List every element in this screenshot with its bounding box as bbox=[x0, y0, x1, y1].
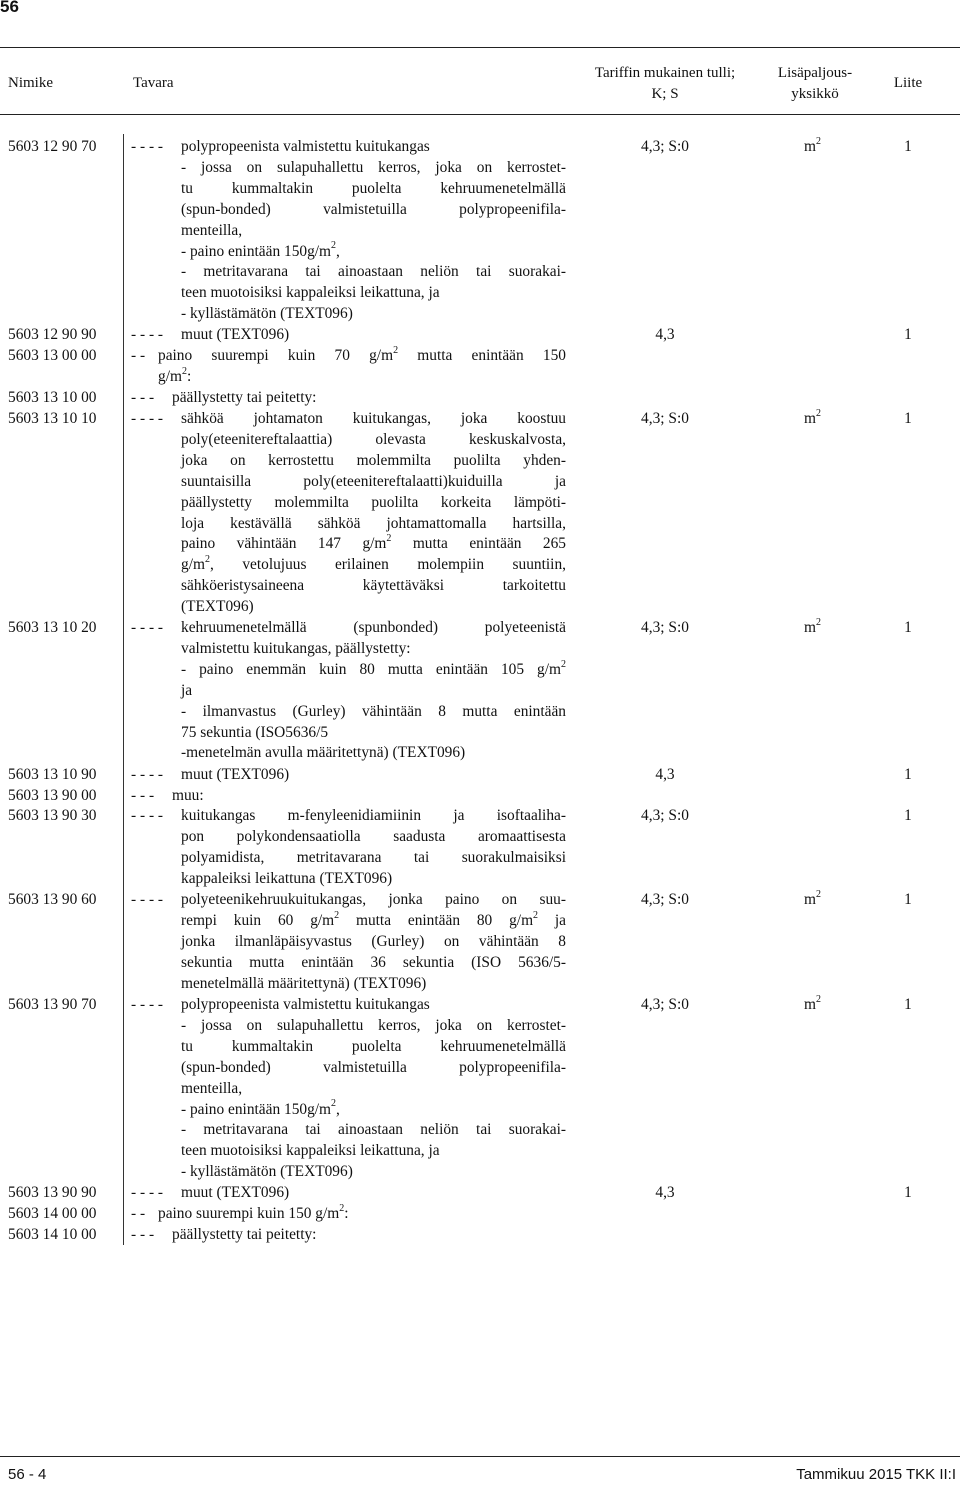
description-line: polypropeenista valmistettu kuitukangas bbox=[181, 996, 430, 1013]
description-line: kappaleiksi leikattuna (TEXT096) bbox=[181, 869, 393, 887]
tariff-code: 5603 14 10 00 bbox=[8, 1226, 97, 1243]
indent-dashes: - - - - bbox=[131, 891, 164, 908]
table-row bbox=[0, 765, 960, 786]
indent-dashes: - - bbox=[131, 1205, 146, 1222]
description-line: polypropeenista valmistettu kuitukangas bbox=[181, 138, 430, 155]
tariff-code: 5603 13 90 30 bbox=[8, 807, 97, 824]
tariff-code: 5603 13 90 00 bbox=[8, 787, 97, 804]
duty-rate: 4,3; S:0 bbox=[641, 891, 689, 908]
supplementary-unit: $m^2$ bbox=[804, 888, 821, 908]
annex-number: 1 bbox=[904, 326, 912, 343]
goods-description bbox=[181, 325, 566, 346]
duty-rate: 4,3 bbox=[655, 1184, 675, 1201]
description-line: paino suurempi kuin 150 $g/m^2$: bbox=[158, 1202, 349, 1222]
table-row bbox=[0, 786, 960, 807]
description-line: joka on kerrostettu molemmilta puolilta yhden- bbox=[181, 451, 566, 469]
goods-description bbox=[172, 1225, 566, 1246]
footer-rule bbox=[0, 1456, 960, 1457]
description-line: valmistettu kuitukangas, päällystetty: bbox=[181, 639, 411, 657]
description-line: $g/m^2$: bbox=[158, 365, 192, 385]
tariff-code: 5603 13 90 60 bbox=[8, 891, 97, 908]
description-line: - paino enintään $150g/m^2$, bbox=[181, 1098, 340, 1118]
description-line: - paino enemmän kuin 80 mutta enintään 105 $g/m^2$ bbox=[181, 658, 566, 678]
description-line: menetelmällä määritettynä) (TEXT096) bbox=[181, 974, 427, 992]
indent-dashes: - - - - bbox=[131, 410, 164, 427]
description-line: $g/m^2$, vetolujuus erilainen molempiin suuntiin, bbox=[181, 554, 566, 574]
description-line: tu kummaltakin puolelta kehruumenetelmällä bbox=[181, 179, 566, 197]
description-line: (TEXT096) bbox=[181, 598, 254, 616]
footer-left: 56 - 4 bbox=[8, 1466, 47, 1483]
description-line: menteilla, bbox=[181, 1079, 243, 1097]
annex-number: 1 bbox=[904, 766, 912, 783]
table-row bbox=[0, 890, 960, 995]
indent-dashes: - - - bbox=[131, 787, 155, 804]
indent-dashes: - - - - bbox=[131, 807, 164, 824]
annex-number: 1 bbox=[904, 807, 912, 824]
header-col-duty bbox=[560, 63, 770, 105]
header-col-goods: Tavara bbox=[133, 75, 174, 91]
description-line: - jossa on sulapuhallettu kerros, joka on kerrostet- bbox=[181, 1016, 566, 1034]
indent-dashes: - - - - bbox=[131, 326, 164, 343]
description-line: - metritavarana tai ainoastaan neliön tai suorakai- bbox=[181, 1121, 566, 1139]
description-line: 75 sekuntia (ISO5636/5 bbox=[181, 723, 329, 741]
indent-dashes: - - - - bbox=[131, 766, 164, 783]
table-row bbox=[0, 806, 960, 890]
table-row bbox=[0, 1225, 960, 1246]
description-line: muut (TEXT096) bbox=[181, 766, 290, 783]
description-line: rempi kuin 60 $g/m^2$ mutta enintään 80 $g/m^2$ ja bbox=[181, 909, 566, 929]
tariff-code: 5603 13 10 10 bbox=[8, 410, 97, 427]
page-number: 56 bbox=[0, 0, 19, 16]
tariff-code: 5603 12 90 70 bbox=[8, 138, 97, 155]
description-line: menteilla, bbox=[181, 221, 243, 239]
tariff-code: 5603 13 10 00 bbox=[8, 389, 97, 406]
description-line: suuntaisilla poly(eteenitereftalaatti)kuiduilla ja bbox=[181, 472, 566, 490]
description-line: loja kestävällä sähköä johtamattomalla hartsilla, bbox=[181, 514, 566, 532]
footer-right: Tammikuu 2015 TKK II:I bbox=[796, 1466, 956, 1483]
tariff-code: 5603 13 10 90 bbox=[8, 766, 97, 783]
tariff-code: 5603 13 10 20 bbox=[8, 619, 97, 636]
goods-description bbox=[181, 806, 566, 890]
duty-rate: 4,3; S:0 bbox=[641, 619, 689, 636]
goods-description bbox=[181, 618, 566, 764]
goods-description bbox=[181, 995, 566, 1183]
description-line: kuitukangas m-fenyleenidiamiinin ja isoftaaliha- bbox=[181, 807, 566, 824]
tariff-code: 5603 13 90 90 bbox=[8, 1184, 97, 1201]
tariff-code: 5603 12 90 90 bbox=[8, 326, 97, 343]
description-line: muu: bbox=[172, 787, 204, 804]
table-row bbox=[0, 1183, 960, 1204]
indent-dashes: - - - bbox=[131, 389, 155, 406]
description-line: polyamidista, metritavarana tai suorakulmaisiksi bbox=[181, 848, 566, 866]
header-col-unit-line2: yksikkö bbox=[791, 86, 839, 102]
header-bottom-rule bbox=[0, 114, 960, 115]
goods-description bbox=[172, 388, 566, 409]
description-line: päällystetty tai peitetty: bbox=[172, 1226, 317, 1243]
supplementary-unit: $m^2$ bbox=[804, 616, 821, 636]
table-row bbox=[0, 1204, 960, 1225]
goods-description bbox=[181, 137, 566, 325]
description-line: sähköä johtamaton kuitukangas, joka koostuu bbox=[181, 410, 566, 427]
table-row bbox=[0, 325, 960, 346]
indent-dashes: - - - - bbox=[131, 138, 164, 155]
annex-number: 1 bbox=[904, 410, 912, 427]
description-line: - kyllästämätön (TEXT096) bbox=[181, 1163, 353, 1181]
goods-description bbox=[181, 890, 566, 995]
description-line: teen muotoisiksi kappaleiksi leikattuna, ja bbox=[181, 1142, 440, 1160]
tariff-code: 5603 13 90 70 bbox=[8, 996, 97, 1013]
description-line: paino suurempi kuin 70 $g/m^2$ mutta enintään 150 bbox=[158, 344, 566, 364]
description-line: sekuntia mutta enintään 36 sekuntia (ISO 5636/5- bbox=[181, 953, 566, 971]
annex-number: 1 bbox=[904, 891, 912, 908]
description-line: kehruumenetelmällä (spunbonded) polyeteenistä bbox=[181, 619, 566, 636]
goods-description bbox=[158, 346, 566, 388]
annex-number: 1 bbox=[904, 996, 912, 1013]
indent-dashes: - - - - bbox=[131, 996, 164, 1013]
description-line: (spun-bonded) valmistetuilla polypropeenifila- bbox=[181, 1058, 566, 1076]
goods-description bbox=[158, 1204, 566, 1225]
indent-dashes: - - - bbox=[131, 1226, 155, 1243]
table-row bbox=[0, 618, 960, 764]
supplementary-unit: $m^2$ bbox=[804, 993, 821, 1013]
duty-rate: 4,3; S:0 bbox=[641, 410, 689, 427]
description-line: pon polykondensaatiolla saadusta aromaattisesta bbox=[181, 827, 566, 845]
description-line: jonka ilmanläpäisyvastus (Gurley) on vähintään 8 bbox=[181, 932, 566, 950]
header-col-unit bbox=[770, 63, 860, 105]
goods-description bbox=[181, 1183, 566, 1204]
description-line: muut (TEXT096) bbox=[181, 326, 290, 343]
indent-dashes: - - bbox=[131, 347, 146, 364]
supplementary-unit: $m^2$ bbox=[804, 407, 821, 427]
tariff-code: 5603 14 00 00 bbox=[8, 1205, 97, 1222]
tariff-code: 5603 13 00 00 bbox=[8, 347, 97, 364]
description-line: poly(eteenitereftalaattia) olevasta keskuskalvosta, bbox=[181, 430, 566, 448]
description-line: - metritavarana tai ainoastaan neliön tai suorakai- bbox=[181, 263, 566, 281]
description-line: - ilmanvastus (Gurley) vähintään 8 mutta enintään bbox=[181, 702, 566, 720]
description-line: ja bbox=[181, 681, 193, 699]
table-row bbox=[0, 388, 960, 409]
table-row bbox=[0, 409, 960, 618]
annex-number: 1 bbox=[904, 1184, 912, 1201]
description-line: polyeteenikehruukuitukangas, jonka paino on suu- bbox=[181, 891, 566, 908]
header-col-duty-line2: K; S bbox=[651, 86, 679, 102]
goods-description bbox=[181, 765, 566, 786]
goods-description bbox=[172, 786, 566, 807]
description-line: teen muotoisiksi kappaleiksi leikattuna, ja bbox=[181, 284, 440, 302]
description-line: - kyllästämätön (TEXT096) bbox=[181, 305, 353, 323]
annex-number: 1 bbox=[904, 138, 912, 155]
header-col-code: Nimike bbox=[8, 75, 53, 91]
description-line: paino vähintään 147 $g/m^2$ mutta enintään 265 bbox=[181, 533, 566, 553]
description-line: tu kummaltakin puolelta kehruumenetelmällä bbox=[181, 1037, 566, 1055]
annex-number: 1 bbox=[904, 619, 912, 636]
table-row bbox=[0, 137, 960, 325]
description-line: sähköeristysaineena käytettäväksi tarkoitettu bbox=[181, 577, 566, 595]
indent-dashes: - - - - bbox=[131, 619, 164, 636]
duty-rate: 4,3; S:0 bbox=[641, 138, 689, 155]
header-col-annex: Liite bbox=[893, 75, 923, 91]
duty-rate: 4,3 bbox=[655, 766, 675, 783]
table-row bbox=[0, 346, 960, 388]
description-line: päällystetty molemmilta puolilta korkeita lämpöti- bbox=[181, 493, 566, 511]
indent-dashes: - - - - bbox=[131, 1184, 164, 1201]
description-line: - jossa on sulapuhallettu kerros, joka on kerrostet- bbox=[181, 158, 566, 176]
duty-rate: 4,3; S:0 bbox=[641, 807, 689, 824]
description-line: - paino enintään $150g/m^2$, bbox=[181, 240, 340, 260]
description-line: -menetelmän avulla määritettynä) (TEXT096) bbox=[181, 744, 466, 762]
duty-rate: 4,3 bbox=[655, 326, 675, 343]
header-col-duty-line1: Tariffin mukainen tulli; bbox=[594, 65, 736, 81]
description-line: (spun-bonded) valmistetuilla polypropeenifila- bbox=[181, 200, 566, 218]
header-col-unit-line1: Lisäpaljous- bbox=[777, 65, 853, 81]
duty-rate: 4,3; S:0 bbox=[641, 996, 689, 1013]
description-line: päällystetty tai peitetty: bbox=[172, 389, 317, 406]
description-line: muut (TEXT096) bbox=[181, 1184, 290, 1201]
table-row bbox=[0, 995, 960, 1183]
supplementary-unit: $m^2$ bbox=[804, 135, 821, 155]
goods-description bbox=[181, 409, 566, 618]
header-top-rule bbox=[0, 47, 960, 48]
